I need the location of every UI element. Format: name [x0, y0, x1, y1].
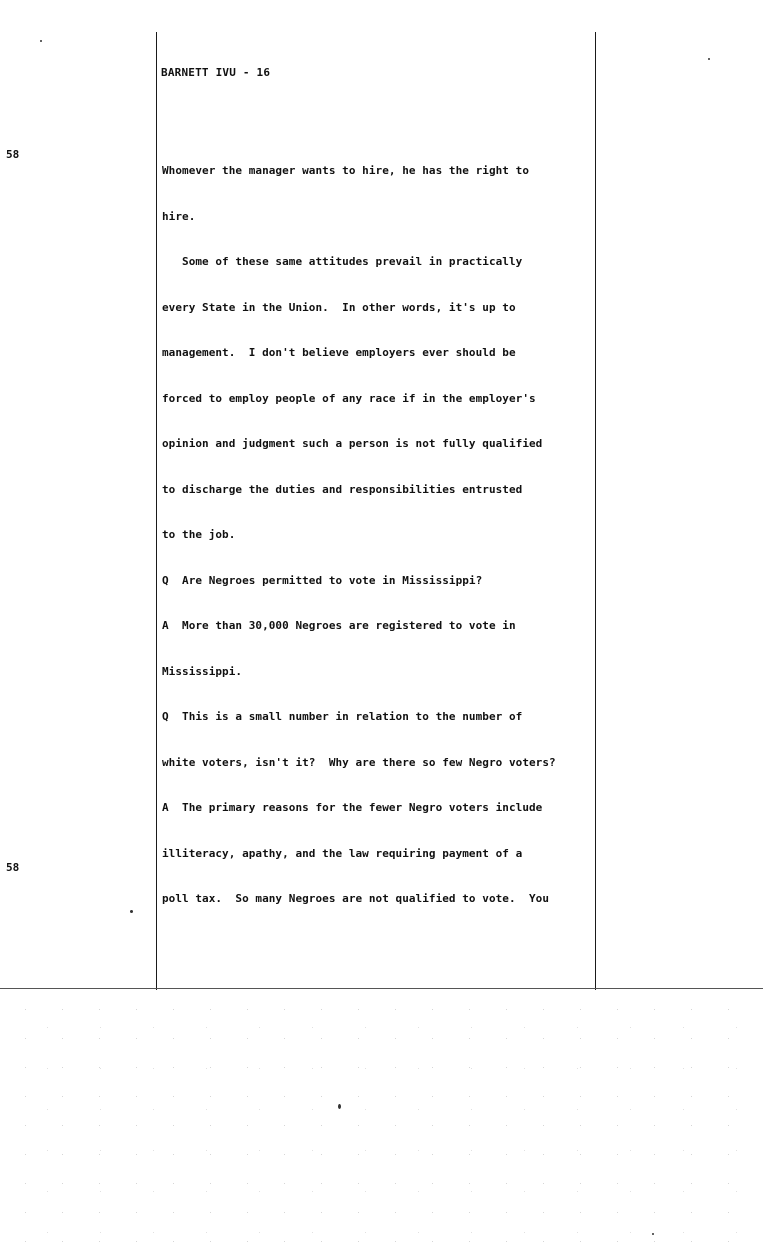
left-margin-rule: [156, 32, 157, 990]
transcript-body: [162, 148, 598, 922]
scan-speck: [338, 1104, 341, 1109]
scan-speck: [40, 40, 42, 42]
margin-number-bottom: 58: [6, 861, 20, 874]
scan-speck: [130, 910, 133, 913]
text-line: Mississippi.: [162, 664, 243, 678]
text-line: Q Are Negroes permitted to vote in Mississippi?: [162, 573, 483, 587]
margin-number-top: 58: [6, 148, 20, 161]
text-line: Whomever the manager wants to hire, he has the right to: [162, 164, 529, 177]
text-line: white voters, isn't it? Why are there so few Negro voters?: [162, 755, 556, 769]
text-line: Some of these same attitudes prevail in practically: [162, 255, 523, 268]
text-line: A More than 30,000 Negroes are registered to vote in: [162, 619, 516, 632]
text-line: Q This is a small number in relation to the number of: [162, 710, 523, 723]
text-line: to the job.: [162, 528, 236, 541]
text-line: A The primary reasons for the fewer Negro voters include: [162, 801, 543, 814]
text-line: management. I don't believe employers ever should be: [162, 346, 516, 359]
scan-speck: [708, 58, 710, 60]
text-line: opinion and judgment such a person is not fully qualified: [162, 437, 543, 450]
scan-speck: [652, 1233, 654, 1235]
text-line: illiteracy, apathy, and the law requiring payment of a: [162, 846, 523, 860]
bottom-edge-rule: [0, 988, 763, 989]
text-line: to discharge the duties and responsibilities entrusted: [162, 482, 523, 496]
text-line: hire.: [162, 209, 196, 223]
scan-noise: [0, 990, 763, 1255]
text-line: poll tax. So many Negroes are not qualified to vote. You: [162, 892, 550, 905]
page-header: BARNETT IVU - 16: [161, 66, 271, 79]
text-line: every State in the Union. In other words, it's up to: [162, 300, 516, 314]
text-line: forced to employ people of any race if in the employer's: [162, 391, 536, 405]
